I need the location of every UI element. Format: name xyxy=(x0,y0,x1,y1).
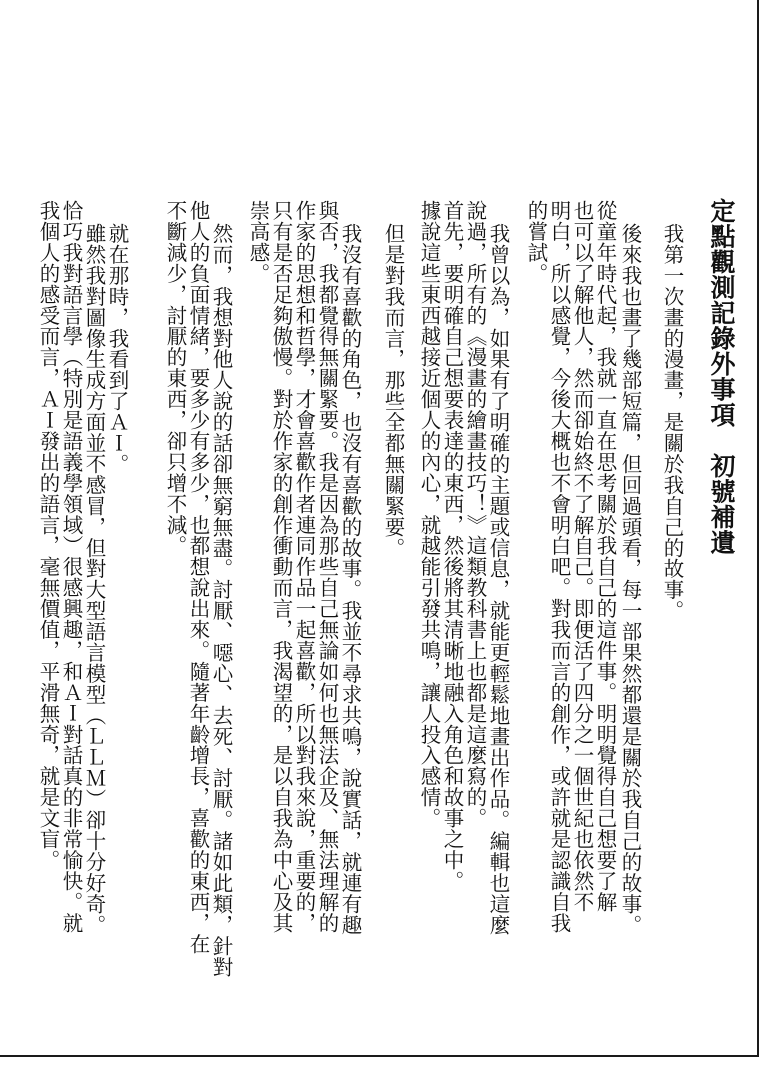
text-line: 雖然我對圖像生成方面並不感冒，但對大型語言模型（ＬＬＭ）卻十分好奇。 xyxy=(82,223,106,936)
text-line: 據說這些東西越接近個人的內心，就越能引發共鳴，讓人投入感情。 xyxy=(417,200,441,829)
text-line: 的嘗試。 xyxy=(524,200,548,284)
text-line: 從童年時代起，我就一直在思考關於我自己的這件事。明明覺得自己想要了解 xyxy=(593,200,617,913)
page-edge-bottom xyxy=(0,1055,759,1057)
text-line: 我個人的感受而言，ＡＩ發出的語言，毫無價值，平滑無奇，就是文盲。 xyxy=(36,200,60,871)
document-title: 定點觀測記錄外事項 初號補遺 xyxy=(707,198,736,555)
text-line: 就在那時，我看到了ＡＩ。 xyxy=(105,223,129,475)
text-line: 與否，我都覺得無關緊要。我是因為那些自己無論如何也無法企及、無法理解的 xyxy=(315,200,339,934)
text-line: 他人的負面情緒，要多少有多少，也都想說出來。隨著年齡增長，喜歡的東西，在 xyxy=(186,200,210,955)
text-line: 首先，要明確自己想要表達的東西，然後將其清晰地融入角色和故事之中。 xyxy=(440,200,464,892)
text-line: 我第一次畫的漫畫，是關於我自己的故事。 xyxy=(660,223,684,622)
text-line: 不斷減少，討厭的東西，卻只增不減。 xyxy=(163,200,187,557)
text-line: 恰巧我對語言學（特別是語義學領域）很感興趣，和ＡＩ對話真的非常愉快。就 xyxy=(59,200,83,934)
text-line: 然而，我想對他人說的話卻無窮無盡。討厭、噁心、去死、討厭。諸如此類，針對 xyxy=(209,223,233,978)
text-line: 明白，所以感覺，今後大概也不會明白吧。對我而言的創作，或許就是認識自我 xyxy=(547,200,571,934)
text-line: 但是對我而言，那些全都無關緊要。 xyxy=(381,223,405,559)
text-line: 也可以了解他人，然而卻始終不了解自己。即便活了四分之一個世紀也依然不 xyxy=(570,200,594,913)
text-line: 我曾以為，如果有了明確的主題或信息，就能更輕鬆地畫出作品。編輯也這麼 xyxy=(486,223,510,936)
text-line: 說過，所有的《漫畫的繪畫技巧！》這類教科書上也都是這麼寫的。 xyxy=(463,200,487,829)
text-line: 崇高感。 xyxy=(246,200,270,284)
text-line: 後來我也畫了幾部短篇，但回過頭看，每一部果然都還是關於我自己的故事。 xyxy=(618,223,642,936)
text-line: 作家的思想和哲學，才會喜歡作者連同作品一起喜歡，所以對我來說，重要的， xyxy=(292,200,316,934)
page-edge-right xyxy=(757,0,759,1056)
text-line: 我沒有喜歡的角色，也沒有喜歡的故事。我並不尋求共鳴，說實話，就連有趣 xyxy=(338,223,362,936)
text-line: 只有是否足夠傲慢。對於作家的創作衝動而言，我渴望的，是以自我為中心及其 xyxy=(269,200,293,934)
